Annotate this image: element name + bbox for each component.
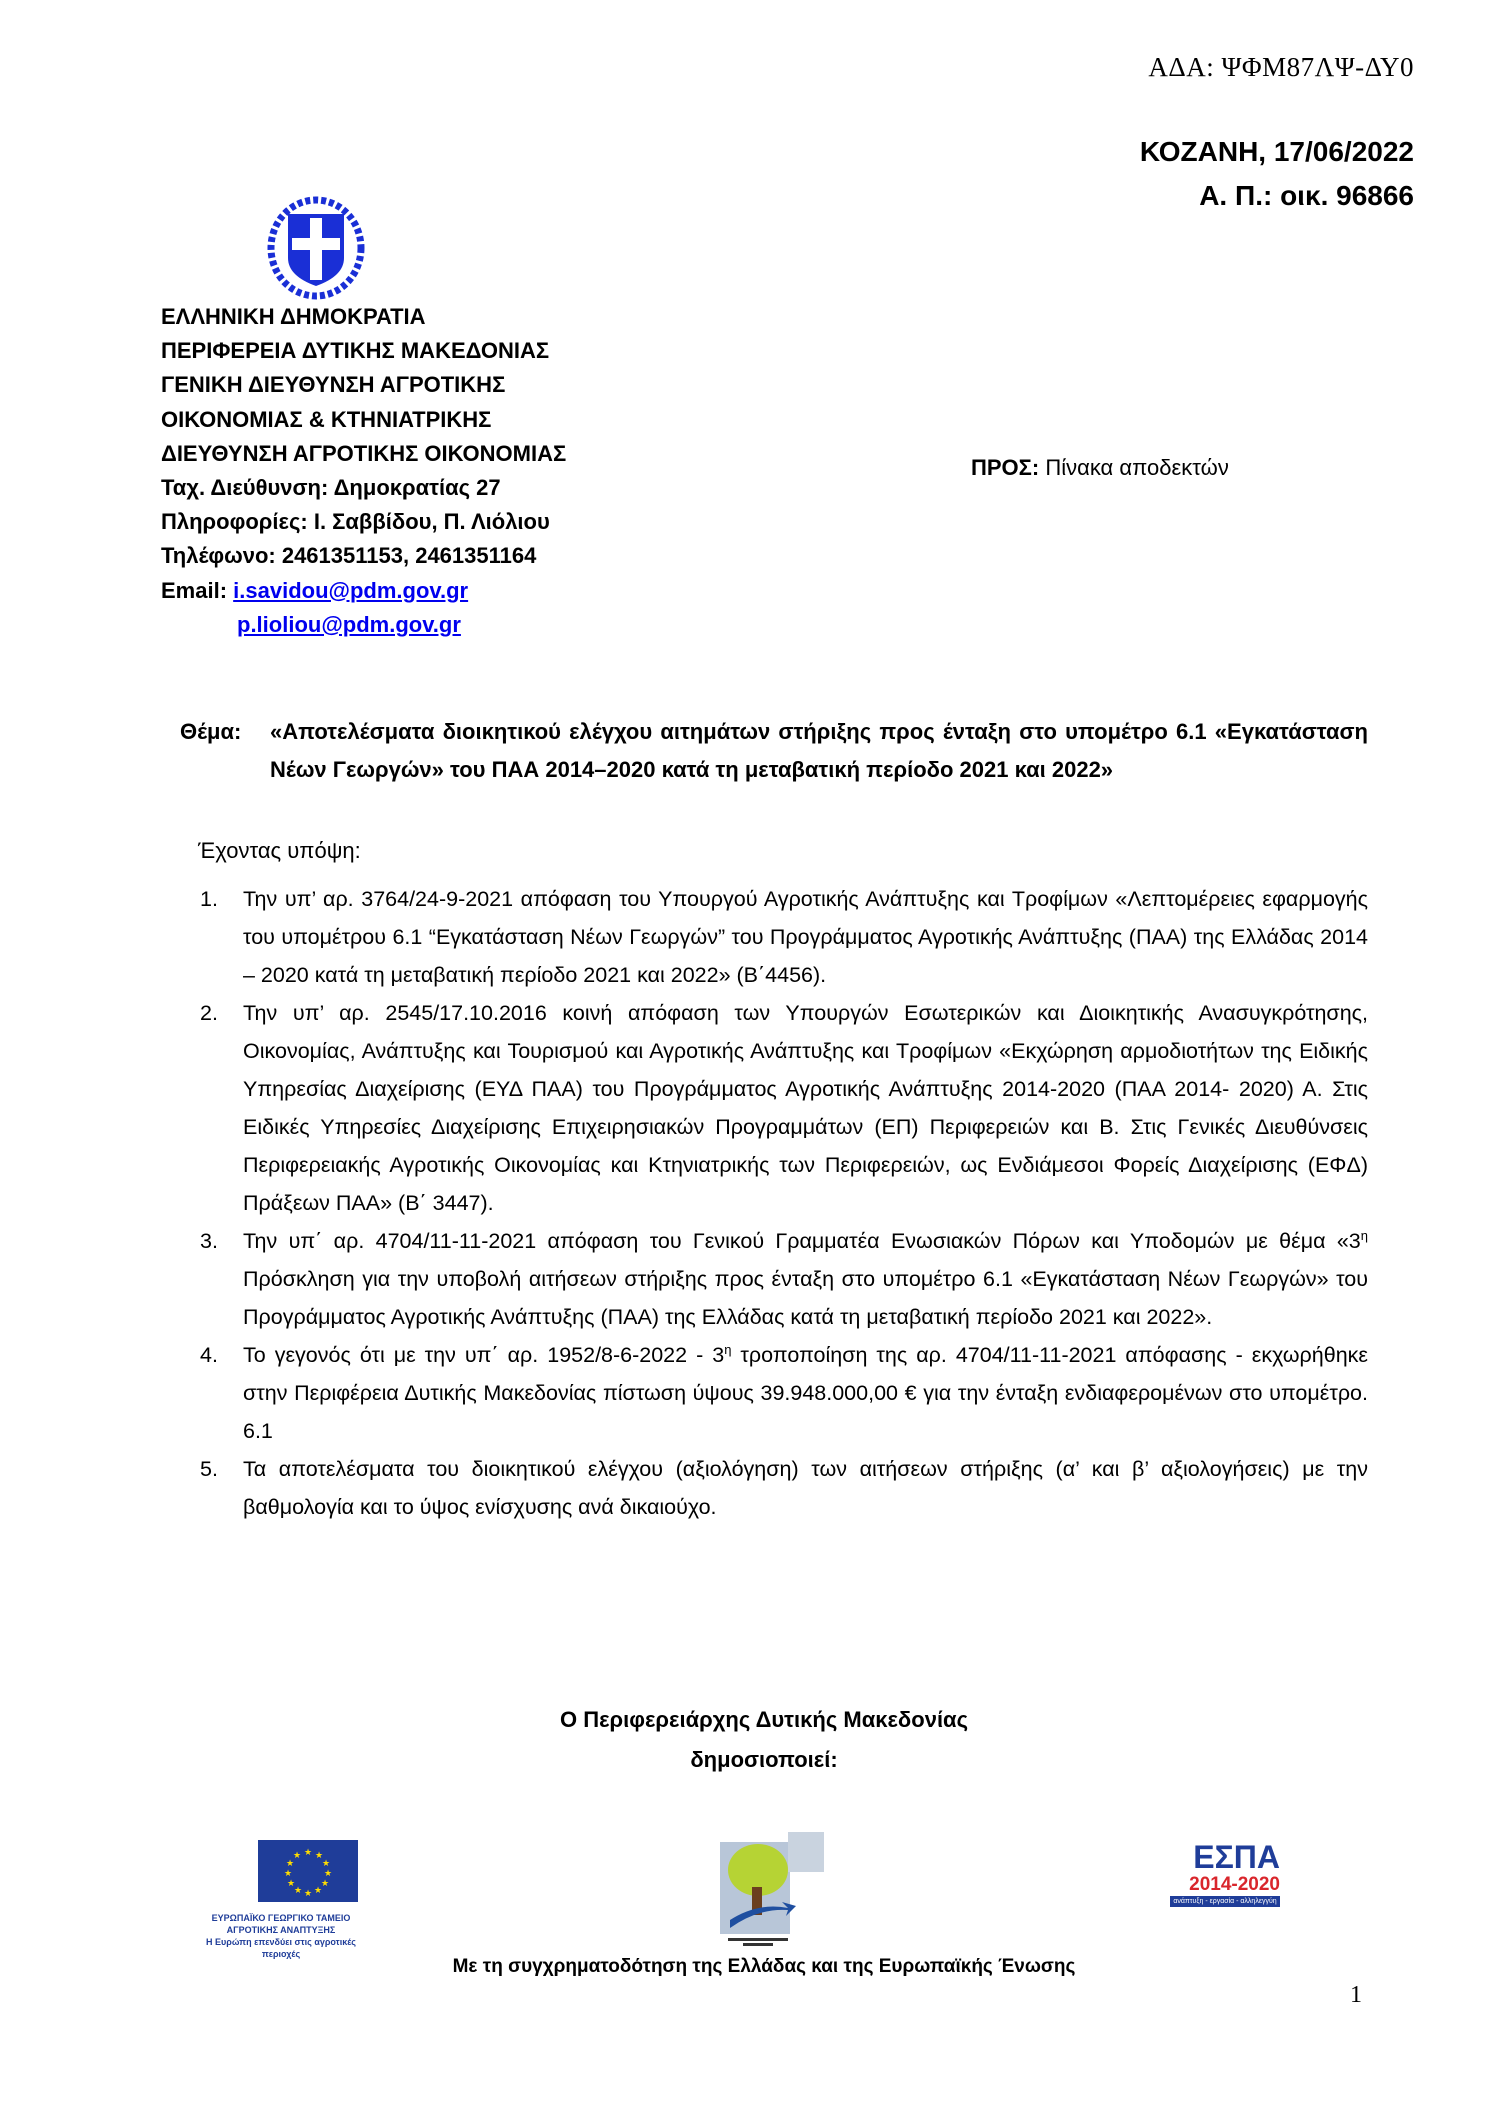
protocol-number: Α. Π.: οικ. 96866 xyxy=(1199,180,1414,211)
recipient-value: Πίνακα αποδεκτών xyxy=(1045,455,1229,480)
item-text: Το γεγονός ότι με την υπ΄ αρ. 1952/8-6-2022 - 3 xyxy=(243,1343,725,1367)
item-text: Την υπ’ αρ. 3764/24-9-2021 απόφαση του Υπουργού Αγροτικής Ανάπτυξης και Τροφίμων «Λεπτομέρειες εφαρμογής του υπομέτρου 6.1 “Εγκατάσταση Νέων Γεωργών” του Προγράμματος Αγροτικής Ανάπτυξης (ΠΑΑ) της Ελλάδας 2014 – 2020 κατά τη μεταβατική περίοδο 2021 και 2022» (Β΄4456). xyxy=(243,887,1368,987)
list-item xyxy=(200,880,1368,994)
email-line xyxy=(161,574,566,608)
list-item xyxy=(200,994,1368,1222)
list-item xyxy=(200,1450,1368,1526)
espa-years: 2014-2020 xyxy=(1189,1874,1280,1895)
header-line: Τηλέφωνο: 2461351153, 2461351164 xyxy=(161,543,537,569)
item-text: Τα αποτελέσματα του διοικητικού ελέγχου (αξιολόγηση) των αιτήσεων στήριξης (α’ και β’ αξιολογήσεις) με την βαθμολογία και το ύψος ενίσχυσης ανά δικαιούχο. xyxy=(243,1457,1368,1519)
svg-text:★: ★ xyxy=(314,1850,324,1860)
item-number: 3. xyxy=(200,1229,218,1253)
recipient-label: ΠΡΟΣ: xyxy=(971,455,1040,480)
item-text: Την υπ΄ αρ. 4704/11-11-2021 απόφαση του Γενικού Γραμματέα Ενωσιακών Πόρων και Υποδομών με θέμα «3 xyxy=(243,1229,1361,1253)
item-number: 4. xyxy=(200,1343,218,1367)
header-line: ΠΕΡΙΦΕΡΕΙΑ ΔΥΤΙΚΗΣ ΜΑΚΕΔΟΝΙΑΣ xyxy=(161,338,550,364)
date-protocol xyxy=(1140,130,1414,218)
espa-tagline: ανάπτυξη - εργασία - αλληλεγγύη xyxy=(1170,1896,1280,1907)
having-regard: Έχοντας υπόψη: xyxy=(198,838,361,863)
email-link-savidou[interactable]: i.savidou@pdm.gov.gr xyxy=(233,577,469,603)
eu-flag-icon xyxy=(258,1840,358,1902)
cofunding-caption: Με τη συγχρηματοδότηση της Ελλάδας και της Ευρωπαϊκής Ένωσης xyxy=(452,1956,1076,1977)
header-line: Πληροφορίες: Ι. Σαββίδου, Π. Λιόλιου xyxy=(161,509,550,535)
svg-text:★: ★ xyxy=(303,1847,313,1857)
subject-text: «Αποτελέσματα διοικητικού ελέγχου αιτημάτων στήριξης προς ένταξη στο υπομέτρο 6.1 «Εγκατάσταση Νέων Γεωργών» του ΠΑΑ 2014–2020 κατά τη μεταβατική περίοδο 2021 και 2022» xyxy=(270,719,1368,782)
ordinal-superscript: η xyxy=(724,1341,732,1357)
signatory-block xyxy=(0,1700,1500,1780)
item-text: Πρόσκληση για την υποβολή αιτήσεων στήριξης προς ένταξη στο υπομέτρο 6.1 «Εγκατάσταση Νέων Γεωργών» του Προγράμματος Αγροτικής Ανάπτυξης (ΠΑΑ) της Ελλάδας κατά τη μεταβατική περίοδο 2021 και 2022». xyxy=(243,1267,1368,1329)
ordinal-superscript: η xyxy=(1360,1227,1368,1243)
svg-text:★: ★ xyxy=(286,1878,296,1888)
item-number: 1. xyxy=(200,887,218,911)
header-line: Ταχ. Διεύθυνση: Δημοκρατίας 27 xyxy=(161,475,501,501)
announces: δημοσιοποιεί: xyxy=(690,1747,838,1772)
espa-logo xyxy=(1170,1840,1280,1907)
header-line: ΓΕΝΙΚΗ ΔΙΕΥΘΥΝΣΗ ΑΓΡΟΤΙΚΗΣ xyxy=(161,372,506,398)
svg-text:★: ★ xyxy=(283,1868,293,1878)
greek-emblem-icon xyxy=(266,196,366,300)
eafrd-caption-line: Η Ευρώπη επενδύει στις αγροτικές περιοχές xyxy=(206,1937,356,1959)
svg-text:★: ★ xyxy=(323,1868,333,1878)
sender-header xyxy=(161,300,566,642)
page-number: 1 xyxy=(1350,1982,1362,2008)
item-number: 2. xyxy=(200,1001,218,1025)
item-text: τροποποίηση της αρ. 4704/11-11-2021 απόφασης - εκχωρήθηκε στην Περιφέρεια Δυτικής Μακεδονίας πίστωση ύψους 39.948.000,00 € για την ένταξη ενδιαφερομένων στο υπομέτρο. 6.1 xyxy=(243,1343,1368,1443)
item-number: 5. xyxy=(200,1457,218,1481)
svg-text:★: ★ xyxy=(321,1858,331,1868)
header-line: ΕΛΛΗΝΙΚΗ ΔΗΜΟΚΡΑΤΙΑ xyxy=(161,304,426,329)
item-text: Την υπ’ αρ. 2545/17.10.2016 κοινή απόφαση των Υπουργών Εσωτερικών και Διοικητικής Ανασυγκρότησης, Οικονομίας, Ανάπτυξης και Τουρισμού και Αγροτικής Ανάπτυξης και Τροφίμων «Εκχώρηση αρμοδιοτήτων της Ειδικής Υπηρεσίας Διαχείρισης (ΕΥΔ ΠΑΑ) του Προγράμματος Αγροτικής Ανάπτυξης 2014-2020 (ΠΑΑ 2014- 2020) Α. Στις Ειδικές Υπηρεσίες Διαχείρισης Επιχειρησιακών Προγραμμάτων (ΕΠ) Περιφερειών και Β. Στις Γενικές Διευθύνσεις Περιφερειακής Αγροτικής Οικονομίας και Κτηνιατρικής των Περιφερειών, ως Ενδιάμεσοι Φορείς Διαχείρισης (ΕΦΔ) Πράξεων ΠΑΑ» (Β΄ 3447). xyxy=(243,1001,1368,1215)
subject-label: Θέμα: xyxy=(180,719,242,744)
header-line: ΔΙΕΥΘΥΝΣΗ ΑΓΡΟΤΙΚΗΣ ΟΙΚΟΝΟΜΙΑΣ xyxy=(161,440,567,466)
svg-text:★: ★ xyxy=(320,1878,330,1888)
ada-code: ΑΔΑ: ΨΦΜ87ΛΨ-ΔΥ0 xyxy=(1148,52,1414,82)
eafrd-caption xyxy=(196,1912,366,1960)
eafrd-logo xyxy=(196,1840,366,1960)
header-line: ΟΙΚΟΝΟΜΙΑΣ & ΚΤΗΝΙΑΤΡΙΚΗΣ xyxy=(161,406,492,432)
email-link-lioliou[interactable]: p.lioliou@pdm.gov.gr xyxy=(237,611,461,637)
svg-text:★: ★ xyxy=(293,1885,303,1895)
list-item xyxy=(200,1336,1368,1450)
eafrd-caption-line: ΕΥΡΩΠΑΪΚΟ ΓΕΩΡΓΙΚΟ ΤΑΜΕΙΟ ΑΓΡΟΤΙΚΗΣ ΑΝΑΠΤΥΞΗΣ xyxy=(211,1913,351,1935)
svg-text:★: ★ xyxy=(303,1888,313,1898)
espa-title: ΕΣΠΑ xyxy=(1193,1839,1280,1875)
subject xyxy=(180,713,1368,788)
considerations-list xyxy=(200,880,1368,1526)
list-item xyxy=(200,1222,1368,1336)
email-label: Email: xyxy=(161,577,228,603)
rdp-tree-logo-icon xyxy=(718,1832,828,1948)
place-date: ΚΟΖΑΝΗ, 17/06/2022 xyxy=(1139,136,1414,167)
signatory: Ο Περιφερειάρχης Δυτικής Μακεδονίας xyxy=(559,1707,969,1732)
svg-text:★: ★ xyxy=(292,1850,302,1860)
svg-text:★: ★ xyxy=(313,1885,323,1895)
recipient xyxy=(971,455,1229,481)
email-line xyxy=(161,608,566,642)
svg-text:★: ★ xyxy=(285,1858,295,1868)
